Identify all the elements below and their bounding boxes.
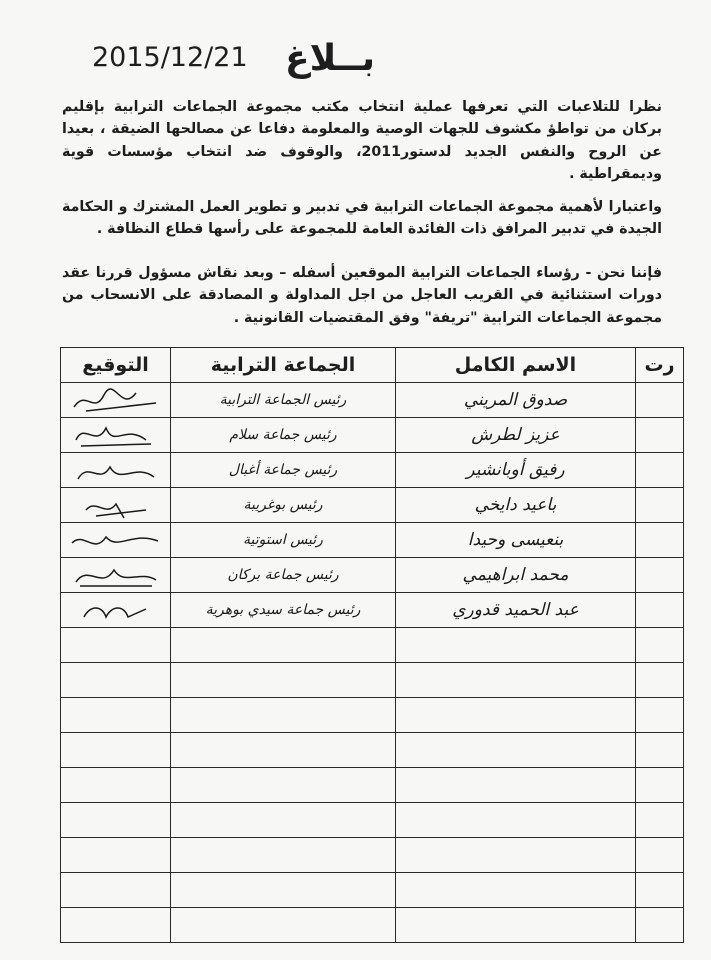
empty-cell <box>396 873 636 908</box>
row-number-cell <box>636 488 684 523</box>
handwritten-signature <box>66 595 166 625</box>
header-commune: الجماعة الترابية <box>171 348 396 383</box>
empty-cell <box>61 663 171 698</box>
empty-table-row <box>61 663 684 698</box>
row-number-cell <box>636 593 684 628</box>
header-number: رت <box>636 348 684 383</box>
empty-cell <box>396 908 636 943</box>
empty-cell <box>636 733 684 768</box>
row-number-cell <box>636 383 684 418</box>
row-commune: رئيس الجماعة الترابية <box>171 383 396 418</box>
row-commune: رئيس بوغريبة <box>171 488 396 523</box>
table-row <box>61 488 684 523</box>
table-row <box>61 383 684 418</box>
row-signature-cell <box>61 523 171 558</box>
empty-cell <box>171 768 396 803</box>
table-row <box>61 593 684 628</box>
empty-cell <box>636 663 684 698</box>
empty-cell <box>171 873 396 908</box>
empty-cell <box>61 873 171 908</box>
empty-cell <box>396 733 636 768</box>
empty-cell <box>171 628 396 663</box>
empty-cell <box>61 733 171 768</box>
empty-cell <box>636 803 684 838</box>
empty-cell <box>171 908 396 943</box>
row-full-name: محمد ابراهيمي <box>396 558 636 593</box>
empty-cell <box>636 873 684 908</box>
row-full-name: عبد الحميد قدوري <box>396 593 636 628</box>
empty-table-row <box>61 768 684 803</box>
row-full-name: صدوق المريني <box>396 383 636 418</box>
empty-cell <box>171 663 396 698</box>
empty-cell <box>396 768 636 803</box>
empty-cell <box>636 838 684 873</box>
paragraph-2: واعتبارا لأهمية مجموعة الجماعات الترابية في تدبير و تطوير العمل المشترك و الحكامة الجيدة في تدبير المرافق ذات الفائدة العامة للمجموعة على رأسها قطاع النظافة . <box>62 199 662 238</box>
empty-cell <box>61 768 171 803</box>
row-full-name: بنعيسى وحيدا <box>396 523 636 558</box>
row-full-name: باعيد دايخي <box>396 488 636 523</box>
row-signature-cell <box>61 418 171 453</box>
empty-cell <box>61 628 171 663</box>
table-row <box>61 453 684 488</box>
empty-table-row <box>61 873 684 908</box>
empty-cell <box>396 628 636 663</box>
row-signature-cell <box>61 558 171 593</box>
empty-table-row <box>61 908 684 943</box>
empty-table-row <box>61 733 684 768</box>
empty-cell <box>171 803 396 838</box>
header-full-name: الاسم الكامل <box>396 348 636 383</box>
row-commune: رئيس استوتية <box>171 523 396 558</box>
table-row <box>61 418 684 453</box>
row-full-name: رفيق أوبانشير <box>396 453 636 488</box>
empty-cell <box>396 698 636 733</box>
row-signature-cell <box>61 593 171 628</box>
table-row <box>61 558 684 593</box>
row-number-cell <box>636 418 684 453</box>
table-header-row <box>61 348 684 383</box>
empty-table-row <box>61 803 684 838</box>
row-number-cell <box>636 523 684 558</box>
empty-cell <box>636 698 684 733</box>
empty-cell <box>61 803 171 838</box>
handwritten-signature <box>66 490 166 520</box>
row-signature-cell <box>61 453 171 488</box>
empty-cell <box>171 838 396 873</box>
header-signature: التوقيع <box>61 348 171 383</box>
row-signature-cell <box>61 383 171 418</box>
signature-table <box>60 347 684 943</box>
document-date: 2015/12/21 <box>92 42 248 73</box>
row-number-cell <box>636 558 684 593</box>
row-commune: رئيس جماعة سلام <box>171 418 396 453</box>
empty-cell <box>61 838 171 873</box>
empty-cell <box>171 733 396 768</box>
empty-cell <box>636 908 684 943</box>
handwritten-signature <box>66 455 166 485</box>
row-full-name: عزيز لطرش <box>396 418 636 453</box>
row-signature-cell <box>61 488 171 523</box>
row-commune: رئيس جماعة سيدي بوهرية <box>171 593 396 628</box>
empty-table-row <box>61 838 684 873</box>
empty-cell <box>61 698 171 733</box>
empty-cell <box>61 908 171 943</box>
row-commune: رئيس جماعة بركان <box>171 558 396 593</box>
empty-cell <box>636 628 684 663</box>
table-row <box>61 523 684 558</box>
empty-cell <box>171 698 396 733</box>
empty-cell <box>396 838 636 873</box>
empty-cell <box>636 768 684 803</box>
handwritten-signature <box>66 420 166 450</box>
empty-table-row <box>61 628 684 663</box>
handwritten-signature <box>66 525 166 555</box>
row-number-cell <box>636 453 684 488</box>
signature-table-body <box>61 383 684 943</box>
handwritten-signature <box>66 560 166 590</box>
paragraph-1: نظرا للتلاعبات التي تعرفها عملية انتخاب مكتب مجموعة الجماعات الترابية بإقليم بركان من تواطؤ مكشوف للجهات الوصية والمعلومة دفاعا عن مصالحها الضيقة ، بعيدا عن الروح والنفس الجديد لدستور2011، والوقوف ضد انتخاب مؤسسات قوية وديمقراطية . <box>62 99 662 183</box>
empty-table-row <box>61 698 684 733</box>
paragraph-3: فإننا نحن - رؤساء الجماعات الترابية الموقعين أسفله – وبعد نقاش مسؤول قررنا عقد دورات استثنائية في القريب العاجل من اجل المداولة و المصادقة على الانسحاب من مجموعة الجماعات الترابية "تريفة" وفق المقتضيات القانونية . <box>62 265 662 326</box>
document-title: بــلاغ <box>285 38 376 79</box>
empty-cell <box>396 803 636 838</box>
row-commune: رئيس جماعة أغبال <box>171 453 396 488</box>
empty-cell <box>396 663 636 698</box>
handwritten-signature <box>66 385 166 415</box>
